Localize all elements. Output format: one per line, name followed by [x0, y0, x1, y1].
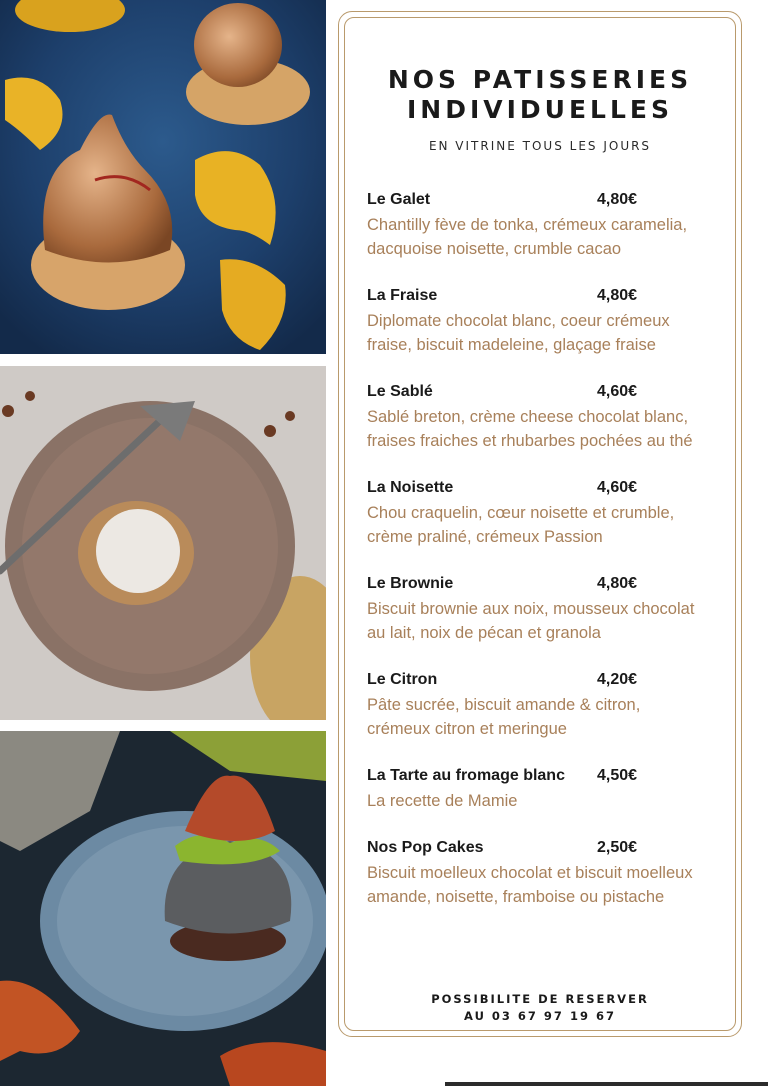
item-description-line1: La recette de Mamie [367, 792, 518, 810]
reservation-note [344, 991, 736, 1025]
item-price: 2,50€ [597, 839, 638, 856]
item-price: 4,60€ [597, 479, 638, 496]
reservation-phone: AU 03 67 97 19 67 [464, 1009, 616, 1023]
item-name: Nos Pop Cakes [367, 839, 484, 856]
item-price: 4,20€ [597, 671, 638, 688]
item-description-line2: fraise, biscuit madeleine, glaçage fraise [367, 336, 656, 354]
item-name: Le Galet [367, 191, 431, 208]
item-name: Le Brownie [367, 575, 454, 592]
item-name: La Tarte au fromage blanc [367, 767, 565, 784]
item-name: La Noisette [367, 479, 454, 496]
item-price: 4,80€ [597, 575, 638, 592]
item-description-line1: Biscuit moelleux chocolat et biscuit moelleux [367, 864, 693, 882]
menu-title [344, 65, 736, 125]
photo-galet-dessert [0, 0, 326, 354]
item-description-line1: Diplomate chocolat blanc, coeur crémeux [367, 312, 670, 330]
galet-photo-illustration [0, 0, 326, 354]
item-description-line2: amande, noisette, framboise ou pistache [367, 888, 665, 906]
item-description-line2: au lait, noix de pécan et granola [367, 624, 601, 642]
item-description-line2: crémeux citron et meringue [367, 720, 567, 738]
menu-items-list [367, 189, 735, 933]
noisette-photo-illustration [0, 366, 326, 720]
menu-item [367, 669, 735, 741]
menu-item [367, 837, 735, 909]
reservation-line1: POSSIBILITE DE RESERVER [431, 992, 649, 1006]
menu-item [367, 285, 735, 357]
item-description-line1: Sablé breton, crème cheese chocolat blanc, [367, 408, 689, 426]
photo-citron-dessert [0, 731, 326, 1086]
item-description-line1: Biscuit brownie aux noix, mousseux chocolat [367, 600, 695, 618]
menu-subtitle: EN VITRINE TOUS LES JOURS [428, 139, 652, 153]
menu-item [367, 381, 735, 453]
menu-item [367, 477, 735, 549]
item-name: Le Citron [367, 671, 438, 688]
menu-title-line1: NOS PATISSERIES [387, 65, 693, 94]
item-name: Le Sablé [367, 383, 433, 400]
item-description-line2: fraises fraiches et rhubarbes pochées au thé [367, 432, 693, 450]
bottom-edge-strip [445, 1082, 768, 1086]
menu-panel [344, 17, 736, 1031]
item-name: La Fraise [367, 287, 438, 304]
dome-photo-illustration [0, 731, 326, 1086]
item-description-line1: Chou craquelin, cœur noisette et crumble, [367, 504, 675, 522]
menu-title-line2: INDIVIDUELLES [406, 95, 673, 124]
item-price: 4,80€ [597, 287, 638, 304]
item-price: 4,50€ [597, 767, 638, 784]
item-description-line1: Chantilly fève de tonka, crémeux caramelia, [367, 216, 688, 234]
item-price: 4,80€ [597, 191, 638, 208]
item-description-line2: dacquoise noisette, crumble cacao [367, 240, 622, 258]
menu-item [367, 573, 735, 645]
menu-item [367, 189, 735, 261]
item-price: 4,60€ [597, 383, 638, 400]
menu-item [367, 765, 735, 813]
photo-noisette-dessert [0, 366, 326, 720]
item-description-line1: Pâte sucrée, biscuit amande & citron, [367, 696, 641, 714]
item-description-line2: crème praliné, crémeux Passion [367, 528, 603, 546]
